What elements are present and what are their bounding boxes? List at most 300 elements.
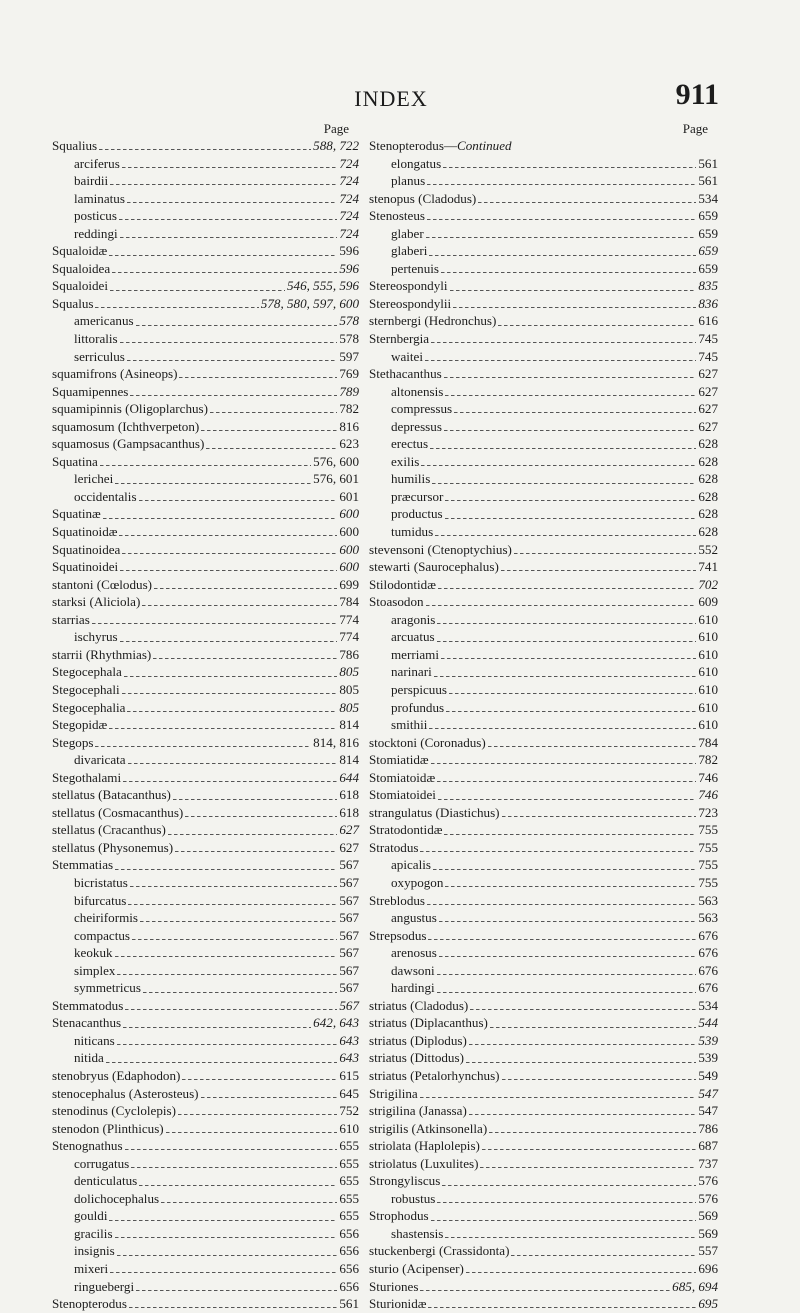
entry-pages: 755: [698, 874, 718, 890]
entry-name: cheiriformis: [74, 910, 138, 926]
index-entry: [52, 576, 359, 594]
index-entry: [369, 663, 718, 681]
entry-name: stellatus (Physonemus): [52, 839, 174, 855]
entry-name: reddingi: [74, 225, 118, 241]
index-entry: [369, 470, 718, 488]
dot-leader: [453, 307, 696, 308]
dot-leader: [488, 746, 697, 747]
continued-heading: [369, 137, 718, 155]
entry-pages: 628: [698, 524, 718, 540]
index-entry: [52, 330, 359, 348]
index-entry: [52, 839, 359, 857]
dot-leader: [438, 799, 696, 800]
index-list: [369, 155, 718, 1313]
entry-name: serriculus: [74, 348, 125, 364]
entry-pages: 576, 600: [313, 453, 359, 469]
index-entry: [52, 699, 359, 717]
entry-name: stenobryus (Edaphodon): [52, 1067, 181, 1083]
entry-name: arcuatus: [391, 629, 435, 645]
entry-pages: 627: [698, 366, 718, 382]
entry-pages: 805: [339, 664, 359, 680]
entry-pages: 546, 555, 596: [286, 278, 359, 294]
entry-name: laminatus: [74, 190, 125, 206]
dot-leader: [142, 605, 337, 606]
dot-leader: [175, 851, 337, 852]
entry-name: stewarti (Saurocephalus): [369, 559, 499, 575]
entry-name: Squalus: [52, 295, 94, 311]
entry-name: tumidus: [391, 524, 434, 540]
entry-pages: 656: [339, 1261, 359, 1276]
entry-name: Stegocephali: [52, 681, 120, 697]
dot-leader: [427, 219, 696, 220]
entry-pages: 597: [339, 348, 359, 364]
entry-name: Stegops: [52, 734, 94, 750]
dot-leader: [128, 763, 338, 764]
index-entry: [52, 225, 359, 243]
dot-leader: [426, 237, 697, 238]
dot-leader: [122, 167, 338, 168]
dot-leader: [110, 184, 337, 185]
dot-leader: [115, 483, 311, 484]
dot-leader: [466, 1272, 696, 1273]
dot-leader: [120, 641, 338, 642]
entry-name: nitida: [74, 1050, 104, 1066]
dot-leader: [117, 1255, 338, 1256]
entry-pages: 547: [698, 1085, 718, 1101]
entry-pages: 576: [698, 1173, 718, 1189]
entry-name: striatus (Petalorhynchus): [369, 1067, 500, 1083]
index-entry: [52, 979, 359, 997]
dot-leader: [120, 570, 337, 571]
entry-pages: 567: [339, 997, 359, 1013]
index-entry: [369, 225, 718, 243]
entry-pages: 576: [698, 1190, 718, 1206]
entry-pages: 616: [698, 313, 718, 329]
entry-name: Stratodus: [369, 839, 419, 855]
index-entry: [52, 1155, 359, 1173]
dot-leader: [115, 1237, 338, 1238]
entry-pages: 600: [339, 559, 359, 575]
index-entry: [52, 260, 359, 278]
entry-name: oxypogon: [391, 874, 444, 890]
dot-leader: [514, 553, 696, 554]
index-entry: [52, 400, 359, 418]
index-entry: [369, 1295, 718, 1313]
entry-pages: 755: [698, 857, 718, 873]
index-entry: [369, 944, 718, 962]
entry-name: perspicuus: [391, 681, 448, 697]
entry-pages: 627: [698, 401, 718, 417]
entry-pages: 676: [698, 980, 718, 996]
entry-pages: 695: [698, 1296, 718, 1312]
dot-leader: [117, 1044, 338, 1045]
entry-pages: 676: [698, 945, 718, 961]
entry-pages: 676: [698, 962, 718, 978]
entry-name: Stenacanthus: [52, 1015, 122, 1031]
entry-pages: 567: [339, 892, 359, 908]
dot-leader: [427, 904, 696, 905]
dot-leader: [127, 711, 337, 712]
entry-name: glaber: [391, 225, 424, 241]
entry-pages: 746: [698, 769, 718, 785]
index-entry: [52, 611, 359, 629]
dot-leader: [454, 412, 696, 413]
entry-pages: 610: [698, 664, 718, 680]
entry-pages: 615: [339, 1067, 359, 1083]
dot-leader: [103, 518, 338, 519]
dot-leader: [470, 1009, 696, 1010]
entry-name: Stemmatodus: [52, 997, 124, 1013]
entry-pages: 836: [698, 295, 718, 311]
entry-name: gracilis: [74, 1225, 113, 1241]
entry-name: Squalius: [52, 138, 98, 153]
index-entry: [369, 1049, 718, 1067]
entry-name: strigilis (Atkinsonella): [369, 1120, 488, 1136]
index-entry: [52, 1225, 359, 1243]
entry-pages: 746: [698, 787, 718, 803]
index-entry: [52, 383, 359, 401]
entry-pages: 569: [698, 1225, 718, 1241]
entry-name: striolata (Haplolepis): [369, 1138, 480, 1154]
dot-leader: [426, 605, 697, 606]
entry-name: elongatus: [391, 155, 442, 171]
entry-name: posticus: [74, 208, 117, 224]
index-entry: [369, 207, 718, 225]
entry-pages: 656: [339, 1225, 359, 1241]
entry-pages: 628: [698, 488, 718, 504]
dot-leader: [431, 342, 696, 343]
index-entry: [52, 1067, 359, 1085]
entry-pages: 610: [698, 611, 718, 627]
index-entry: [52, 663, 359, 681]
dot-leader: [439, 921, 697, 922]
index-entry: [369, 927, 718, 945]
dot-leader: [444, 834, 696, 835]
entry-name: starrii (Rhythmias): [52, 646, 152, 662]
entry-pages: 741: [698, 559, 718, 575]
entry-pages: 600: [339, 506, 359, 522]
dot-leader: [120, 342, 338, 343]
index-entry: [369, 155, 718, 173]
index-entry: [369, 786, 718, 804]
dot-leader: [433, 869, 696, 870]
entry-name: stenocephalus (Asterosteus): [52, 1085, 199, 1101]
dot-leader: [122, 693, 338, 694]
index-entry: [369, 1102, 718, 1120]
index-entry: [369, 365, 718, 383]
index-entry: [369, 1172, 718, 1190]
entry-pages: 724: [339, 208, 359, 224]
entry-name: Stegothalami: [52, 769, 122, 785]
page-number: 911: [675, 78, 719, 111]
entry-pages: 544: [698, 1015, 718, 1031]
index-entry: [52, 365, 359, 383]
entry-name: striatus (Cladodus): [369, 997, 469, 1013]
entry-name: Stethacanthus: [369, 366, 442, 382]
dot-leader: [178, 1114, 337, 1115]
dot-leader: [445, 886, 696, 887]
entry-name: stenodinus (Cyclolepis): [52, 1103, 177, 1119]
entry-name: mixeri: [74, 1261, 109, 1276]
index-list: [52, 137, 359, 1313]
entry-pages: 737: [698, 1155, 718, 1171]
index-entry: [369, 576, 718, 594]
dot-leader: [123, 1027, 311, 1028]
index-entry: [52, 997, 359, 1015]
dot-leader: [490, 1027, 696, 1028]
dot-leader: [139, 500, 338, 501]
index-entry: [369, 1120, 718, 1138]
entry-pages: 782: [698, 752, 718, 768]
index-entry: [52, 348, 359, 366]
dot-leader: [441, 658, 696, 659]
entry-name: sternbergi (Hedronchus): [369, 313, 497, 329]
index-entry: [52, 242, 359, 260]
index-entry: [369, 979, 718, 997]
entry-pages: 628: [698, 436, 718, 452]
entry-pages: 628: [698, 471, 718, 487]
entry-pages: 774: [339, 629, 359, 645]
dot-leader: [482, 1149, 696, 1150]
dot-leader: [99, 149, 311, 150]
dot-leader: [115, 869, 337, 870]
entry-pages: 786: [698, 1120, 718, 1136]
index-entry: [52, 1242, 359, 1260]
page-header: [63, 78, 719, 118]
entry-name: squamifrons (Asineops): [52, 366, 178, 382]
entry-pages: 784: [339, 594, 359, 610]
dot-leader: [123, 781, 337, 782]
index-entry: [369, 716, 718, 734]
index-entry: [369, 892, 718, 910]
entry-name: insignis: [74, 1243, 115, 1259]
entry-pages: 816: [339, 418, 359, 434]
index-entry: [52, 1278, 359, 1296]
index-entry: [52, 418, 359, 436]
index-entry: [52, 470, 359, 488]
entry-name: angustus: [391, 910, 437, 926]
entry-name: simplex: [74, 962, 116, 978]
index-entry: [52, 1172, 359, 1190]
index-entry: [52, 1085, 359, 1103]
dot-leader: [501, 570, 697, 571]
index-entry: [52, 137, 359, 155]
index-entry: [369, 488, 718, 506]
dot-leader: [110, 1272, 337, 1273]
entry-pages: 567: [339, 962, 359, 978]
entry-name: Squatinoidei: [52, 559, 119, 575]
index-entry: [52, 488, 359, 506]
entry-pages: 561: [339, 1296, 359, 1312]
dot-leader: [420, 851, 696, 852]
dot-leader: [130, 886, 338, 887]
entry-pages: 782: [339, 401, 359, 417]
entry-pages: 645: [339, 1085, 359, 1101]
entry-name: bicristatus: [74, 874, 128, 890]
entry-pages: 814: [339, 717, 359, 733]
entry-name: striatus (Diplacanthus): [369, 1015, 488, 1031]
dot-leader: [441, 272, 696, 273]
dot-leader: [442, 1185, 696, 1186]
entry-pages: 539: [698, 1050, 718, 1066]
entry-pages: 567: [339, 945, 359, 961]
dot-leader: [100, 465, 311, 466]
dot-leader: [421, 465, 696, 466]
entry-pages: 576, 601: [313, 471, 359, 487]
index-entry: [369, 646, 718, 664]
dot-leader: [425, 360, 696, 361]
entry-pages: 699: [339, 576, 359, 592]
dot-leader: [480, 1167, 696, 1168]
dot-leader: [136, 1290, 337, 1291]
entry-pages: 814, 816: [313, 734, 359, 750]
entry-pages: 656: [339, 1278, 359, 1294]
index-entry: [369, 330, 718, 348]
index-entry: [369, 593, 718, 611]
dot-leader: [140, 921, 337, 922]
dot-leader: [429, 255, 696, 256]
dot-leader: [153, 658, 337, 659]
index-entry: [369, 435, 718, 453]
entry-pages: 567: [339, 857, 359, 873]
index-entry: [369, 804, 718, 822]
index-entry: [52, 1207, 359, 1225]
entry-pages: 627: [339, 822, 359, 838]
column-page-label: Page: [323, 121, 349, 136]
entry-name: bairdii: [74, 173, 109, 189]
entry-pages: 774: [339, 611, 359, 627]
index-entry: [52, 646, 359, 664]
index-entry: [52, 892, 359, 910]
entry-pages: 567: [339, 927, 359, 943]
entry-name: keokuk: [74, 945, 113, 961]
dot-leader: [132, 939, 337, 940]
index-entry: [52, 523, 359, 541]
dot-leader: [125, 1149, 338, 1150]
dot-leader: [185, 816, 337, 817]
index-entry: [52, 769, 359, 787]
entry-name: Squaloidei: [52, 278, 109, 294]
entry-name: striolatus (Luxulites): [369, 1155, 479, 1171]
index-entry: [369, 1067, 718, 1085]
entry-name: Stratodontidæ: [369, 822, 443, 838]
entry-name: stuckenbergi (Crassidonta): [369, 1243, 510, 1259]
entry-name: Strophodus: [369, 1208, 429, 1224]
entry-pages: 563: [698, 910, 718, 926]
index-entry: [369, 909, 718, 927]
entry-pages: 814: [339, 752, 359, 768]
index-entry: [369, 839, 718, 857]
entry-name: waitei: [391, 348, 423, 364]
index-entry: [369, 997, 718, 1015]
entry-pages: 623: [339, 436, 359, 452]
entry-name: planus: [391, 173, 426, 189]
entry-pages: 561: [698, 155, 718, 171]
entry-pages: 696: [698, 1261, 718, 1276]
dot-leader: [445, 500, 696, 501]
entry-pages: 656: [339, 1243, 359, 1259]
dot-leader: [502, 1079, 697, 1080]
dot-leader: [445, 1237, 696, 1238]
entry-name: smithii: [391, 717, 428, 733]
entry-name: striatus (Diplodus): [369, 1032, 467, 1048]
entry-name: niticans: [74, 1032, 115, 1048]
entry-pages: 644: [339, 769, 359, 785]
dot-leader: [154, 588, 337, 589]
index-entry: [369, 260, 718, 278]
dot-leader: [469, 1044, 697, 1045]
dot-leader: [106, 1062, 338, 1063]
entry-name: starksi (Aliciola): [52, 594, 141, 610]
index-entry: [52, 944, 359, 962]
entry-pages: 655: [339, 1155, 359, 1171]
index-entry: [369, 453, 718, 471]
index-entry: [52, 962, 359, 980]
index-entry: [52, 786, 359, 804]
entry-pages: 561: [698, 173, 718, 189]
entry-name: præcursor: [391, 488, 444, 504]
entry-pages: 610: [698, 629, 718, 645]
index-entry: [52, 172, 359, 190]
entry-pages: 724: [339, 173, 359, 189]
dot-leader: [130, 395, 337, 396]
entry-name: occidentalis: [74, 488, 137, 504]
index-entry: [52, 1049, 359, 1067]
dot-leader: [437, 974, 697, 975]
entry-name: Stomiatoidei: [369, 787, 436, 803]
index-entry: [52, 628, 359, 646]
index-entry: [369, 418, 718, 436]
entry-name: ischyrus: [74, 629, 118, 645]
index-entry: [52, 541, 359, 559]
entry-pages: 769: [339, 366, 359, 382]
entry-pages: 578: [339, 313, 359, 329]
index-entry: [52, 1120, 359, 1138]
index-entry: [369, 874, 718, 892]
entry-pages: 752: [339, 1103, 359, 1119]
dot-leader: [430, 448, 696, 449]
entry-pages: 600: [339, 524, 359, 540]
entry-name: Stenosteus: [369, 208, 426, 224]
entry-name: Stenopterodus—Continued: [369, 138, 512, 153]
index-entry: [369, 172, 718, 190]
entry-name: sturio (Acipenser): [369, 1261, 464, 1276]
dot-leader: [449, 693, 696, 694]
index-entry: [52, 505, 359, 523]
index-entry: [369, 348, 718, 366]
entry-pages: 627: [698, 383, 718, 399]
dot-leader: [445, 395, 696, 396]
index-entry: [52, 453, 359, 471]
index-entry: [369, 242, 718, 260]
dot-leader: [438, 588, 696, 589]
entry-name: depressus: [391, 418, 442, 434]
entry-pages: 534: [698, 190, 718, 206]
entry-pages: 610: [698, 699, 718, 715]
index-entry: [369, 295, 718, 313]
dot-leader: [437, 992, 697, 993]
index-entry: [52, 909, 359, 927]
entry-name: profundus: [391, 699, 445, 715]
index-entry: [369, 628, 718, 646]
dot-leader: [131, 1167, 337, 1168]
entry-pages: 610: [698, 646, 718, 662]
dot-leader: [420, 1097, 697, 1098]
entry-name: hardingi: [391, 980, 435, 996]
dot-leader: [119, 219, 337, 220]
index-entry: [369, 558, 718, 576]
entry-name: Streblodus: [369, 892, 426, 908]
